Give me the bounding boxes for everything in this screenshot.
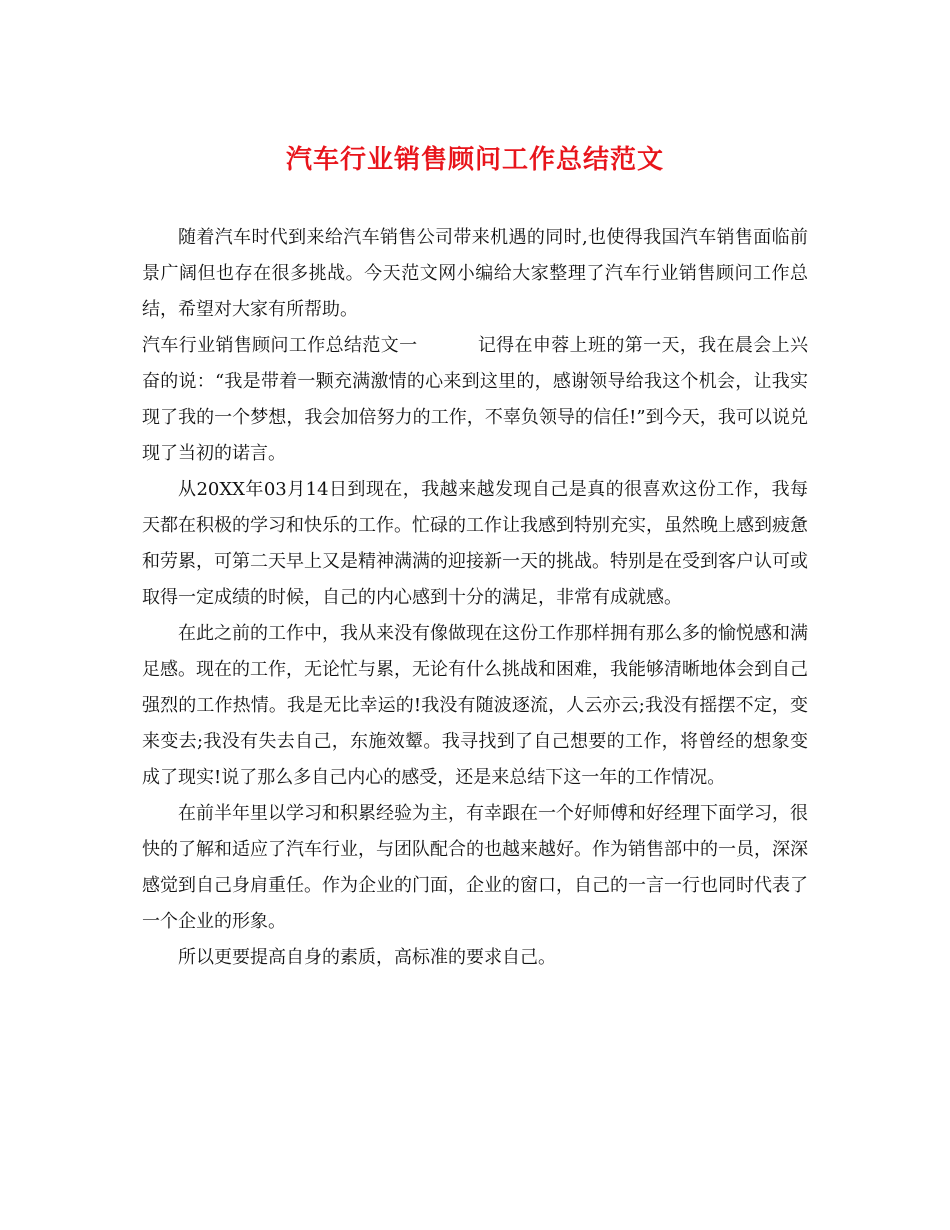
body-paragraph-4: 所以更要提高自身的素质，高标准的要求自己。 bbox=[178, 947, 556, 968]
section-first-text: 记得在申蓉上班的第一天，我在晨会上兴奋的说：“我是带着一颗充满激情的心来到这里的，感谢领导给我这个机会，让我实现了我的一个梦想，我会加倍努力的工作，不辜负领导的信任!”到今天，我可以说兑现了当初的诺言。 bbox=[142, 335, 808, 464]
body-paragraph-2: 在此之前的工作中，我从来没有像做现在这份工作那样拥有那么多的愉悦感和满足感。现在的工作，无论忙与累，无论有什么挑战和困难，我能够清晰地体会到自己强烈的工作热情。我是无比幸运的!我没有随波逐流，人云亦云;我没有摇摆不定，变来变去;我没有失去自己，东施效颦。我寻找到了自己想要的工作，将曾经的想象变成了现实!说了那么多自己内心的感受，还是来总结下这一年的工作情况。 bbox=[142, 623, 808, 788]
body-paragraph-3: 在前半年里以学习和积累经验为主，有幸跟在一个好师傅和好经理下面学习，很快的了解和适应了汽车行业，与团队配合的也越来越好。作为销售部中的一员，深深感觉到自己身肩重任。作为企业的门面，企业的窗口，自己的一言一行也同时代表了一个企业的形象。 bbox=[142, 803, 808, 932]
body-paragraph-1: 从20XX年03月14日到现在，我越来越发现自己是真的很喜欢这份工作，我每天都在积极的学习和快乐的工作。忙碌的工作让我感到特别充实，虽然晚上感到疲惫和劳累，可第二天早上又是精神满满的迎接新一天的挑战。特别是在受到客户认可或取得一定成绩的时候，自己的内心感到十分的满足，非常有成就感。 bbox=[142, 479, 808, 608]
section-paragraph bbox=[142, 328, 808, 472]
document-title: 汽车行业销售顾问工作总结范文 bbox=[285, 145, 664, 175]
section-heading: 汽车行业销售顾问工作总结范文一 bbox=[142, 335, 418, 356]
document-body bbox=[142, 220, 808, 976]
intro-paragraph: 随着汽车时代到来给汽车销售公司带来机遇的同时,也使得我国汽车销售面临前景广阔但也存在很多挑战。今天范文网小编给大家整理了汽车行业销售顾问工作总结，希望对大家有所帮助。 bbox=[142, 227, 808, 320]
